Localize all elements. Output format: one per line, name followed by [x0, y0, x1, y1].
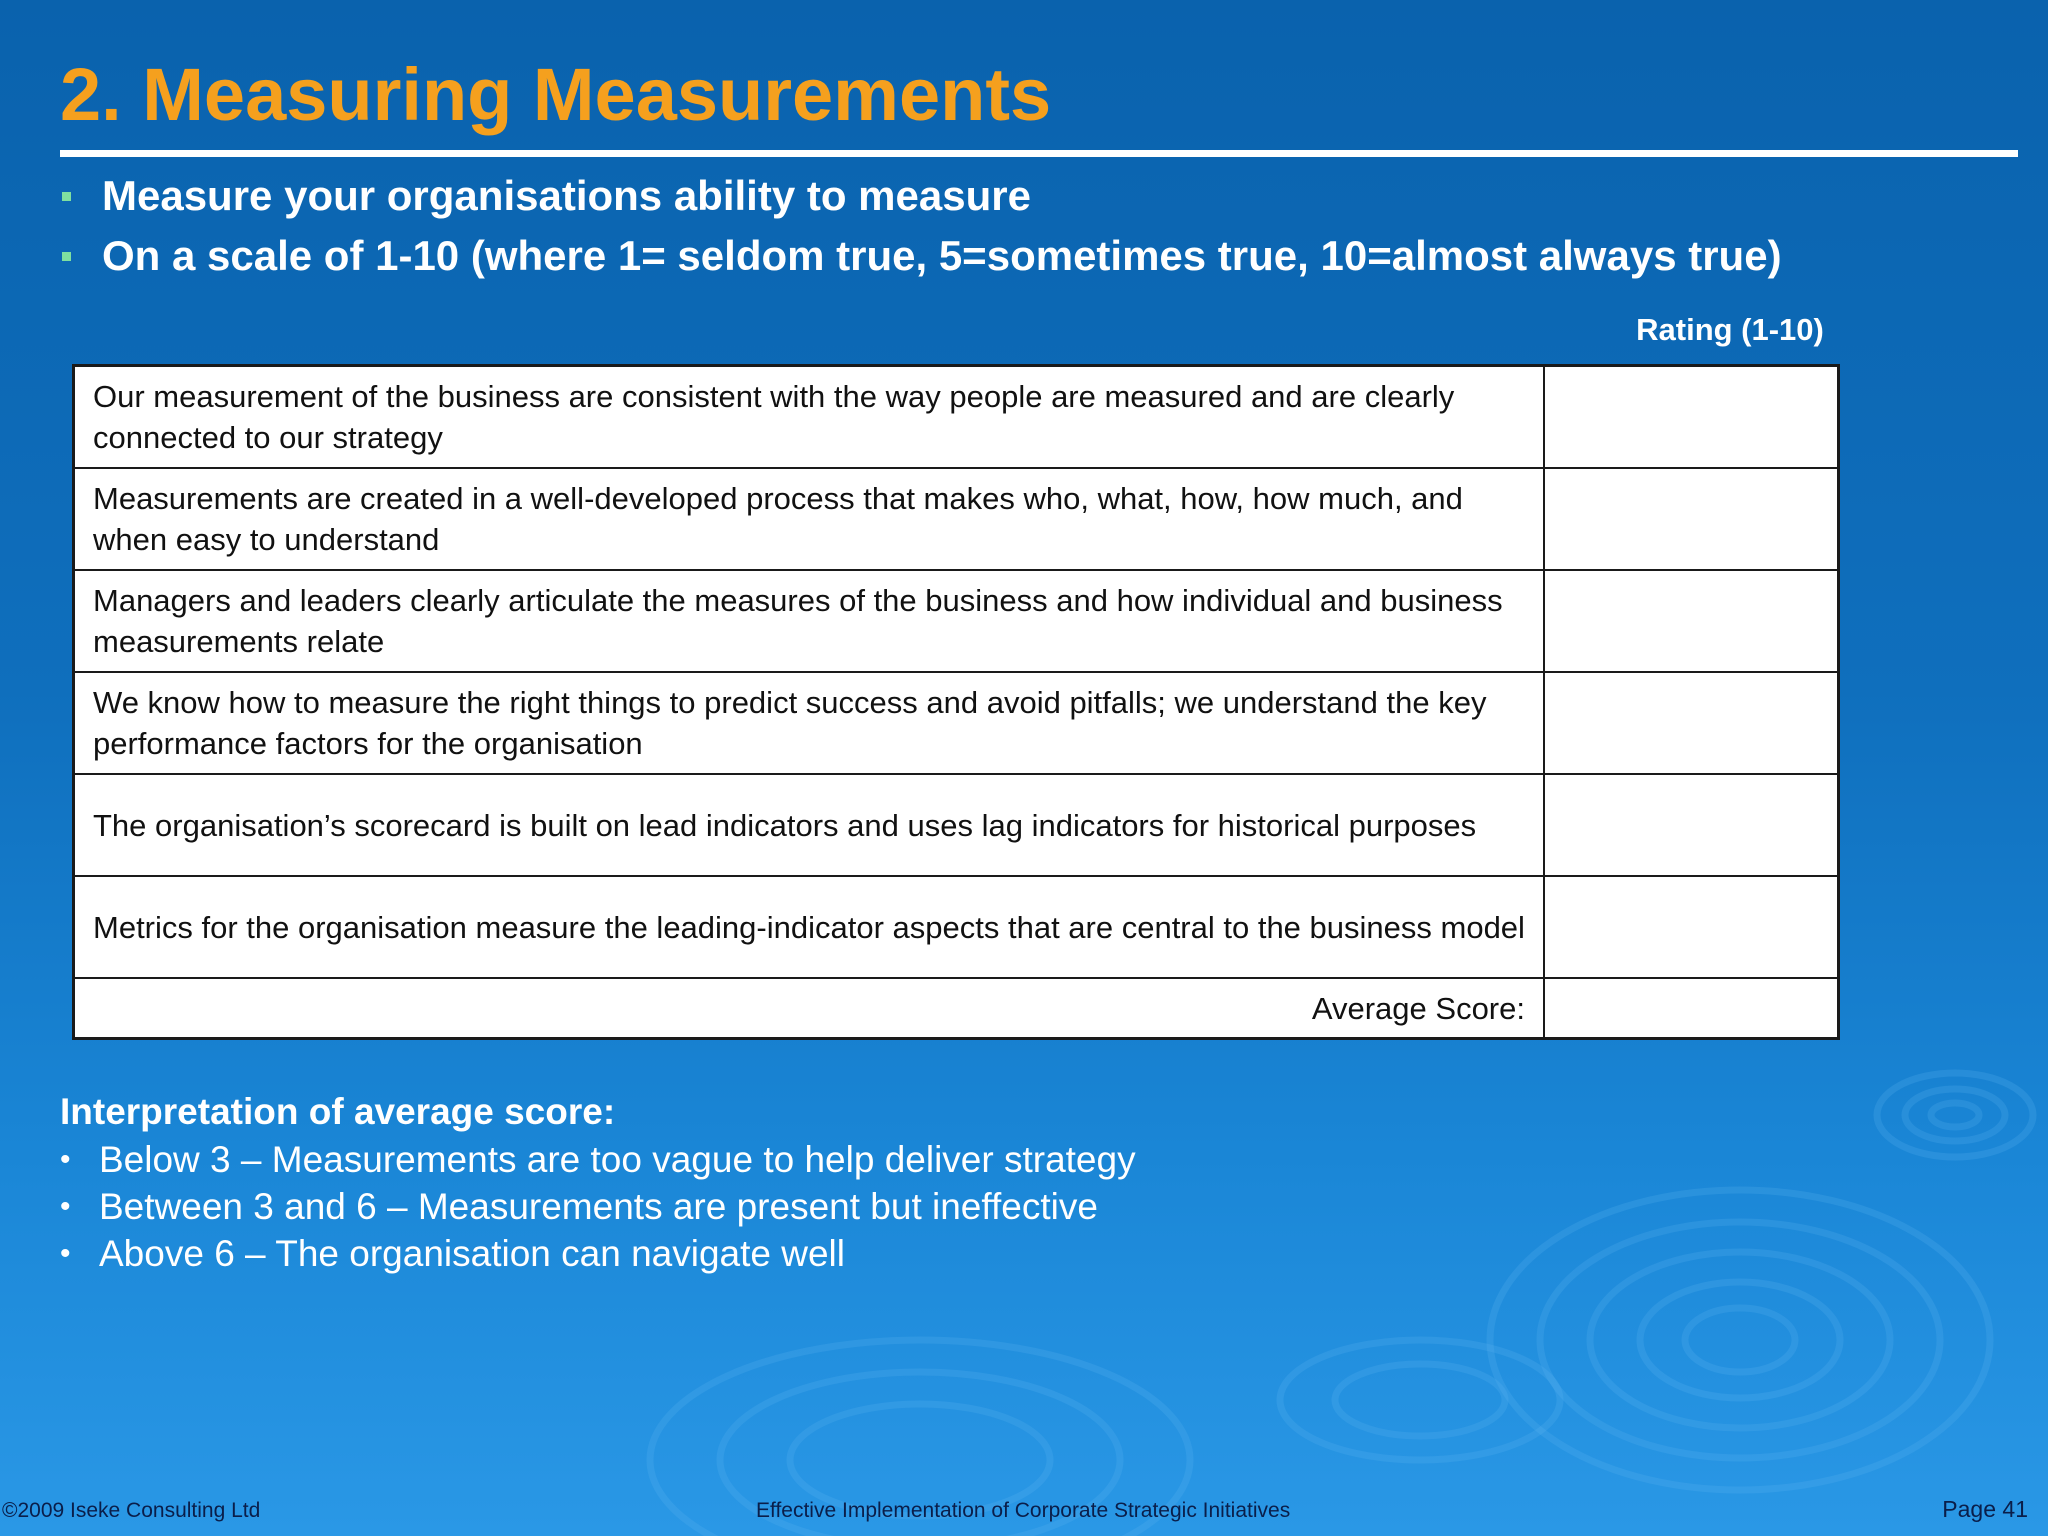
footer-copyright: ©2009 Iseke Consulting Ltd: [2, 1499, 261, 1522]
title-underline: [60, 150, 2018, 157]
average-row: [74, 978, 1839, 1039]
interpretation-text: Between 3 and 6 – Measurements are present but ineffective: [99, 1186, 1098, 1227]
bullet-dot-icon: •: [60, 1190, 71, 1223]
interpretation-list: [60, 1136, 1136, 1277]
list-item: [60, 1136, 1136, 1183]
list-item: [60, 1230, 1136, 1277]
intro-bullet-text: Measure your organisations ability to measure: [102, 172, 1031, 219]
statement-cell: Our measurement of the business are consistent with the way people are measured and are clearly connected to our strategy: [74, 366, 1545, 469]
table-row: [74, 468, 1839, 570]
square-bullet-icon: [62, 192, 71, 201]
interpretation-heading: Interpretation of average score:: [60, 1091, 616, 1132]
rating-table: [72, 364, 1840, 1040]
rating-column-header: Rating (1-10): [1636, 312, 1824, 347]
rating-cell[interactable]: [1544, 570, 1839, 672]
intro-bullet-item: [60, 226, 1782, 286]
intro-bullets: [60, 166, 1782, 286]
rating-cell[interactable]: [1544, 468, 1839, 570]
list-item: [60, 1183, 1136, 1230]
statement-cell: We know how to measure the right things to predict success and avoid pitfalls; we understand the key performance factors for the organisation: [74, 672, 1545, 774]
rating-cell[interactable]: [1544, 366, 1839, 469]
bullet-dot-icon: •: [60, 1237, 71, 1270]
table-row: [74, 672, 1839, 774]
bullet-dot-icon: •: [60, 1143, 71, 1176]
footer-presentation-title: Effective Implementation of Corporate Strategic Initiatives: [756, 1499, 1291, 1522]
average-score-cell[interactable]: [1544, 978, 1839, 1039]
rating-cell[interactable]: [1544, 672, 1839, 774]
interpretation-text: Above 6 – The organisation can navigate well: [99, 1233, 845, 1274]
statement-cell: Measurements are created in a well-developed process that makes who, what, how, how much, and when easy to understand: [74, 468, 1545, 570]
interpretation-text: Below 3 – Measurements are too vague to help deliver strategy: [99, 1139, 1136, 1180]
table-row: [74, 876, 1839, 978]
intro-bullet-text: On a scale of 1-10 (where 1= seldom true, 5=sometimes true, 10=almost always true): [102, 232, 1782, 279]
intro-bullet-item: [60, 166, 1782, 226]
statement-cell: Metrics for the organisation measure the leading-indicator aspects that are central to the business model: [74, 876, 1545, 978]
statement-cell: Managers and leaders clearly articulate the measures of the business and how individual and business measurements relate: [74, 570, 1545, 672]
slide-title: 2. Measuring Measurements: [60, 53, 1052, 136]
square-bullet-icon: [62, 252, 71, 261]
table-row: [74, 366, 1839, 469]
rating-cell[interactable]: [1544, 876, 1839, 978]
table-row: [74, 570, 1839, 672]
average-score-label: Average Score:: [74, 978, 1545, 1039]
statement-cell: The organisation’s scorecard is built on lead indicators and uses lag indicators for historical purposes: [74, 774, 1545, 876]
footer-page-number: Page 41: [1942, 1496, 2028, 1522]
rating-cell[interactable]: [1544, 774, 1839, 876]
table-row: [74, 774, 1839, 876]
